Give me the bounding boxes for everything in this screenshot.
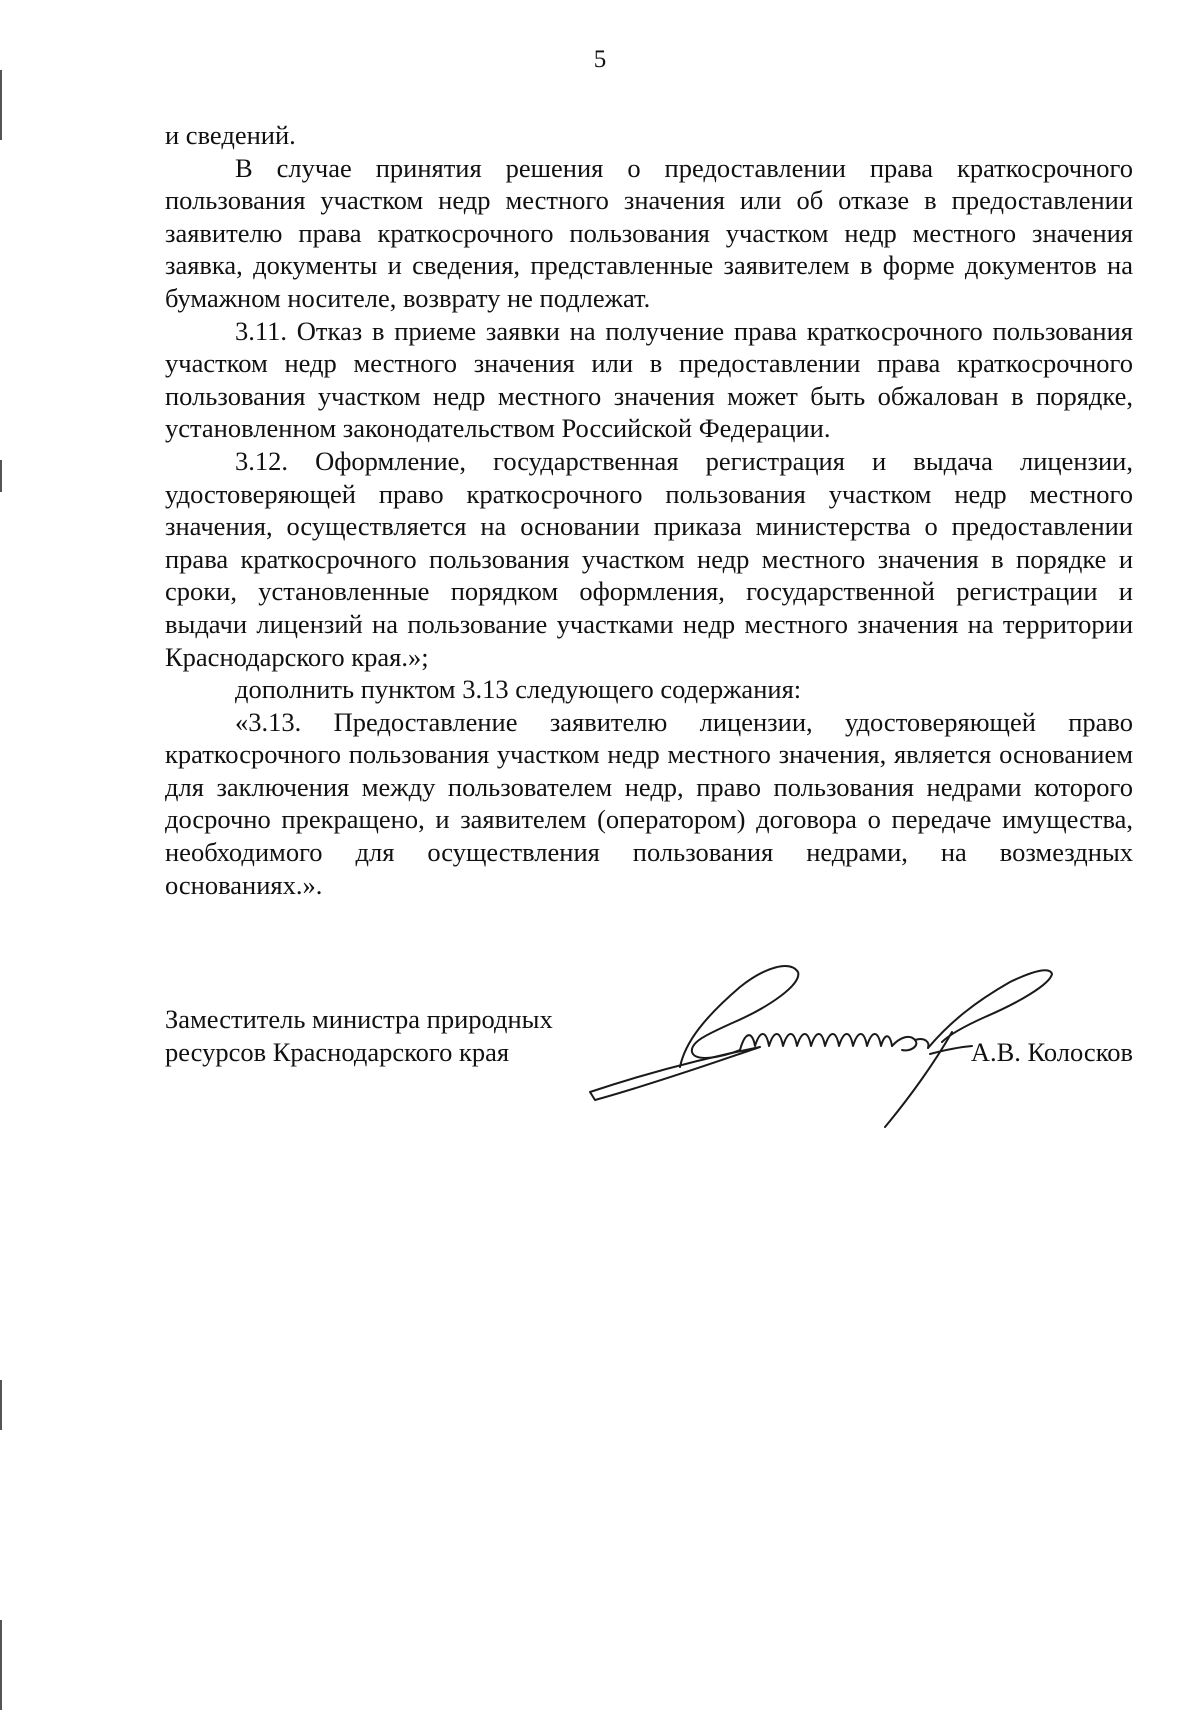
signatory-name: А.В. Колосков [970, 1037, 1133, 1067]
paragraph-continuation: и сведений. [165, 120, 296, 150]
signatory-title [165, 1003, 553, 1069]
paragraph-amendment: дополнить пунктом 3.13 следующего содержания: [235, 674, 802, 705]
page-number: 5 [593, 46, 607, 73]
paragraph-3-13: «3.13. Предоставление заявителю лицензии, удостоверяющей право краткосрочного пользования участком недр местного значения, является основанием для заключения между пользователем недр, право пользования недрами которого досрочно прекращено, и заявителем (оператором) договора о передаче имущества, необходимого для осуществления пользования недрами, на возмездных основаниях.». [165, 706, 1133, 900]
scan-edge-mark [0, 1620, 2, 1710]
scan-edge-mark [0, 70, 2, 140]
signatory-title-line: ресурсов Краснодарского края [165, 1037, 510, 1067]
paragraph-decision: В случае принятия решения о предоставлении права краткосрочного пользования участком недр местного значения или об отказе в предоставлении заявителю права краткосрочного пользования участком недр местного значения заявка, документы и сведения, представленные заявителем в форме документов на бумажном носителе, возврату не подлежат. [165, 152, 1133, 313]
scan-edge-mark [0, 460, 2, 492]
scan-edge-mark [0, 1380, 2, 1430]
document-body [165, 119, 1133, 901]
paragraph-3-11: 3.11. Отказ в приеме заявки на получение права краткосрочного пользования участком недр местного значения или в предоставлении права краткосрочного пользования участком недр местного значения может быть обжалован в порядке, установленном законодательством Российской Федерации. [165, 315, 1133, 444]
handwritten-signature [580, 962, 1080, 1132]
paragraph-3-12: 3.12. Оформление, государственная регистрация и выдача лицензии, удостоверяющей право краткосрочного пользования участком недр местного значения, осуществляется на основании приказа министерства о предоставлении права краткосрочного пользования участком недр местного значения в порядке и сроки, установленные порядком оформления, государственной регистрации и выдачи лицензий на пользование участками недр местного значения на территории Краснодарского края.»; [165, 445, 1133, 672]
signatory-title-line: Заместитель министра природных [165, 1004, 553, 1034]
